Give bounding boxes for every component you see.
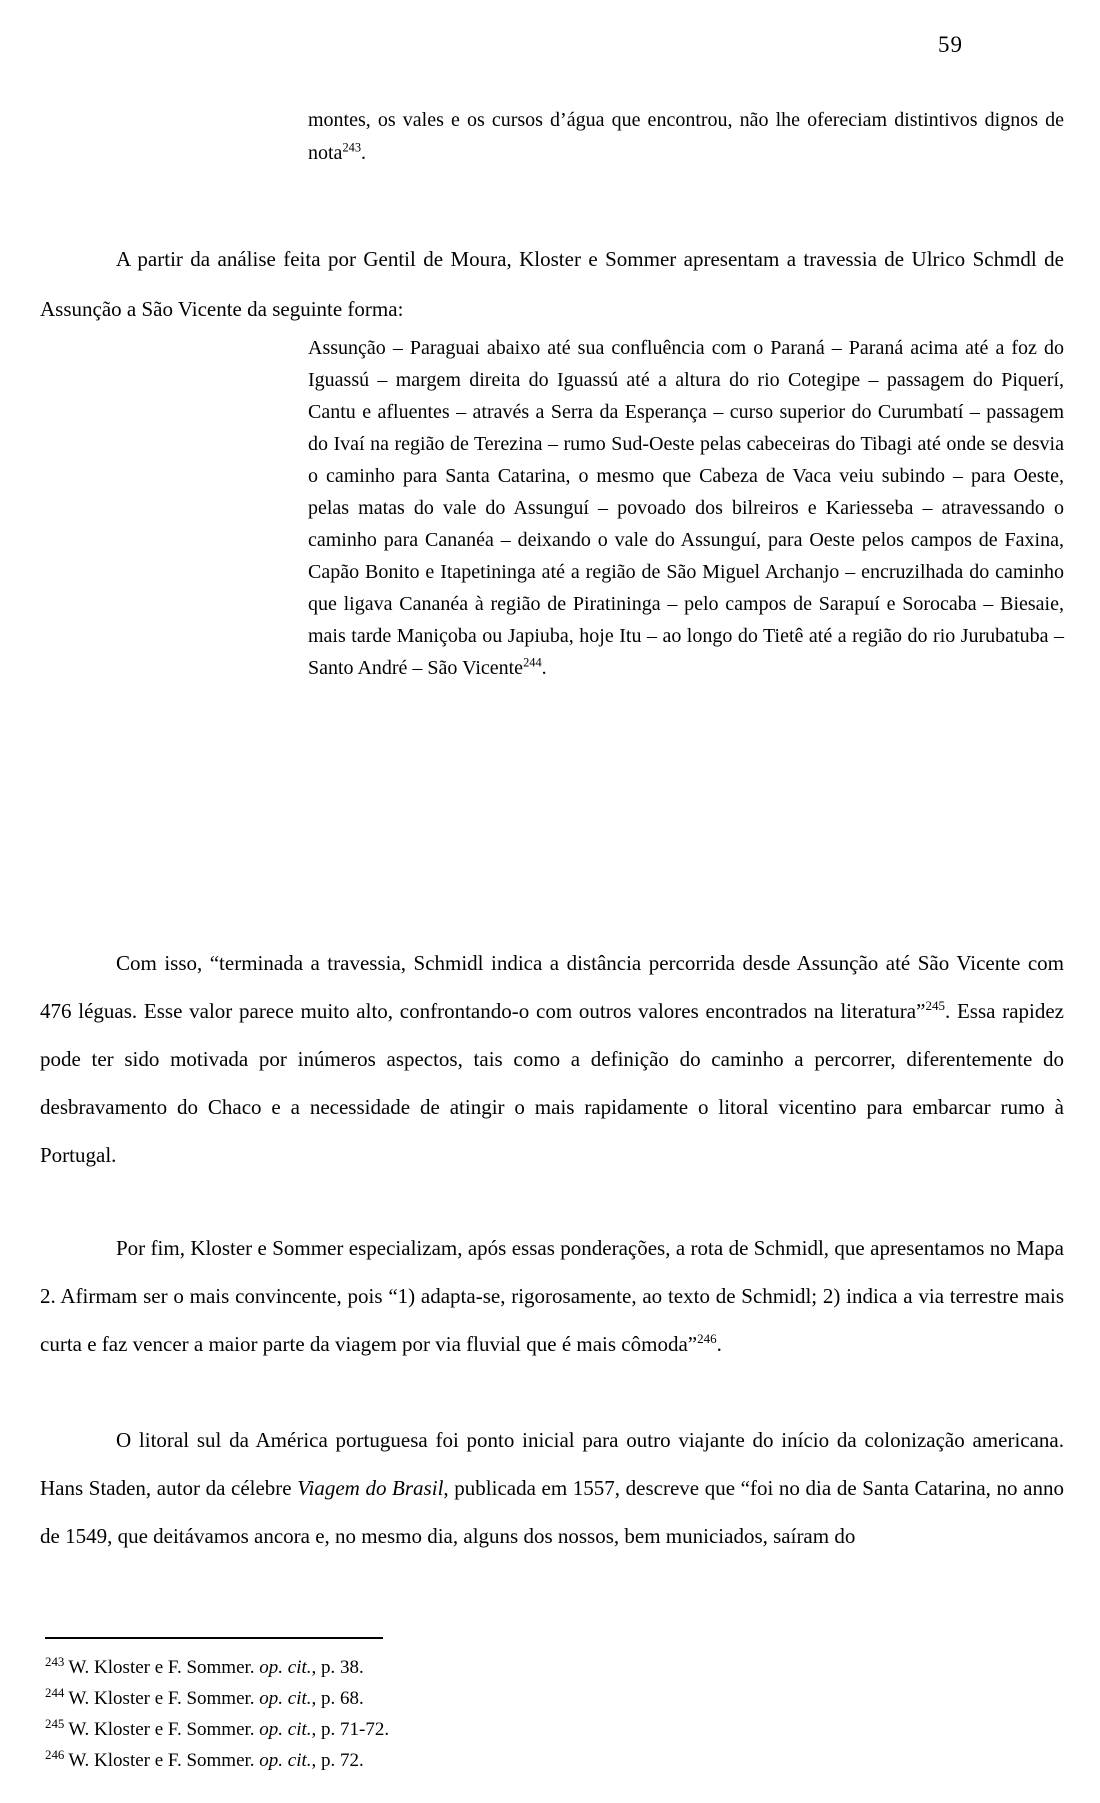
footnote-opcit-italic: op. cit.: [259, 1657, 312, 1678]
footnote-text: W. Kloster e F. Sommer.: [68, 1688, 260, 1709]
paragraph-text: , publicada em 1557, descreve que “foi no dia de Santa Catarina, no anno de 1549, que deitávamos ancora e, no mesmo dia, alguns dos nossos, bem municiados, saíram do: [40, 1476, 1064, 1548]
footnote-245: [45, 1714, 1065, 1745]
footnote-opcit-italic: op. cit.: [259, 1750, 312, 1771]
footnote-page: , p. 68.: [311, 1688, 364, 1709]
footnote-ref-245: 245: [925, 998, 945, 1013]
paragraph-a-partir: [40, 234, 1064, 334]
paragraph-text: . Essa rapidez pode ter sido motivada por inúmeros aspectos, tais como a definição do caminho a percorrer, diferentemente do desbravamento do Chaco e a necessidade de atingir o mais rapidamente o litoral vicentino para embarcar rumo à Portugal.: [40, 999, 1064, 1167]
footnote-244: [45, 1683, 1065, 1714]
paragraph-text: .: [716, 1332, 722, 1356]
footnote-246: [45, 1745, 1065, 1776]
footnote-opcit-italic: op. cit.: [259, 1688, 312, 1709]
footnote-ref-243: 243: [342, 140, 362, 155]
footnote-text: W. Kloster e F. Sommer.: [68, 1657, 260, 1678]
footnote-number: 246: [45, 1746, 65, 1762]
paragraph-text: A partir da análise feita por Gentil de Moura, Kloster e Sommer apresentam a travessia de Ulrico Schmdl de Assunção a São Vicente da seguinte forma:: [40, 247, 1064, 321]
footnote-text: W. Kloster e F. Sommer.: [68, 1719, 260, 1740]
footnote-243: [45, 1652, 1065, 1683]
paragraph-com-isso: [40, 939, 1064, 1179]
footnote-list: [45, 1652, 1065, 1776]
footnote-number: 244: [45, 1684, 65, 1700]
block-quote-route: [308, 332, 1064, 684]
footnote-number: 245: [45, 1715, 65, 1731]
paragraph-o-litoral: [40, 1416, 1064, 1560]
quote-text: Assunção – Paraguai abaixo até sua confluência com o Paraná – Paraná acima até a foz do Iguassú – margem direita do Iguassú até a altura do rio Cotegipe – passagem do Piquerí, Cantu e afluentes – através a Serra da Esperança – curso superior do Curumbatí – passagem do Ivaí na região de Terezina – rumo Sud-Oeste pelas cabeceiras do Tibagi até onde se desvia o caminho para Santa Catarina, o mesmo que Cabeza de Vaca veiu subindo – para Oeste, pelas matas do vale do Assunguí – povoado dos bilreiros e Kariesseba – atravessando o caminho para Cananéa – deixando o vale do Assunguí, para Oeste pelos campos de Faxina, Capão Bonito e Itapetininga até a região de São Miguel Archanjo – encruzilhada do caminho que ligava Cananéa à região de Piratininga – pelo campos de Sarapuí e Sorocaba – Biesaie, mais tarde Maniçoba ou Japiuba, hoje Itu – ao longo do Tietê até a região do rio Jurubatuba – Santo André – São Vicente: [308, 337, 1064, 679]
footnote-page: , p. 38.: [311, 1657, 364, 1678]
paragraph-text: Por fim, Kloster e Sommer especializam, após essas ponderações, a rota de Schmidl, que apresentamos no Mapa 2. Afirmam ser o mais convincente, pois “1) adapta-se, rigorosamente, ao texto de Schmidl; 2) indica a via terrestre mais curta e faz vencer a maior parte da viagem por via fluvial que é mais cômoda”: [40, 1236, 1064, 1356]
quote-text-end: .: [361, 142, 367, 164]
paragraph-por-fim: [40, 1224, 1064, 1368]
page-number: 59: [938, 32, 963, 57]
footnote-opcit-italic: op. cit.: [259, 1719, 312, 1740]
book-title-italic: Viagem do Brasil: [297, 1476, 444, 1500]
quote-text: montes, os vales e os cursos d’água que encontrou, não lhe ofereciam distintivos dignos de nota: [308, 109, 1064, 164]
footnote-ref-246: 246: [697, 1331, 717, 1346]
quote-text-end: .: [541, 657, 547, 679]
footnote-separator: [45, 1637, 383, 1639]
footnote-number: 243: [45, 1653, 65, 1669]
paragraph-text: Com isso, “terminada a travessia, Schmidl indica a distância percorrida desde Assunção até São Vicente com 476 léguas. Esse valor parece muito alto, confrontando-o com outros valores encontrados na literatura”: [40, 951, 1064, 1023]
paragraph-text: O litoral sul da América portuguesa foi ponto inicial para outro viajante do início da colonização americana. Hans Staden, autor da célebre: [40, 1428, 1064, 1500]
footnote-page: , p. 72.: [311, 1750, 364, 1771]
footnote-ref-244: 244: [523, 655, 542, 670]
footnote-text: W. Kloster e F. Sommer.: [68, 1750, 260, 1771]
footnote-page: , p. 71-72.: [311, 1719, 390, 1740]
block-quote-intro: [308, 104, 1064, 170]
